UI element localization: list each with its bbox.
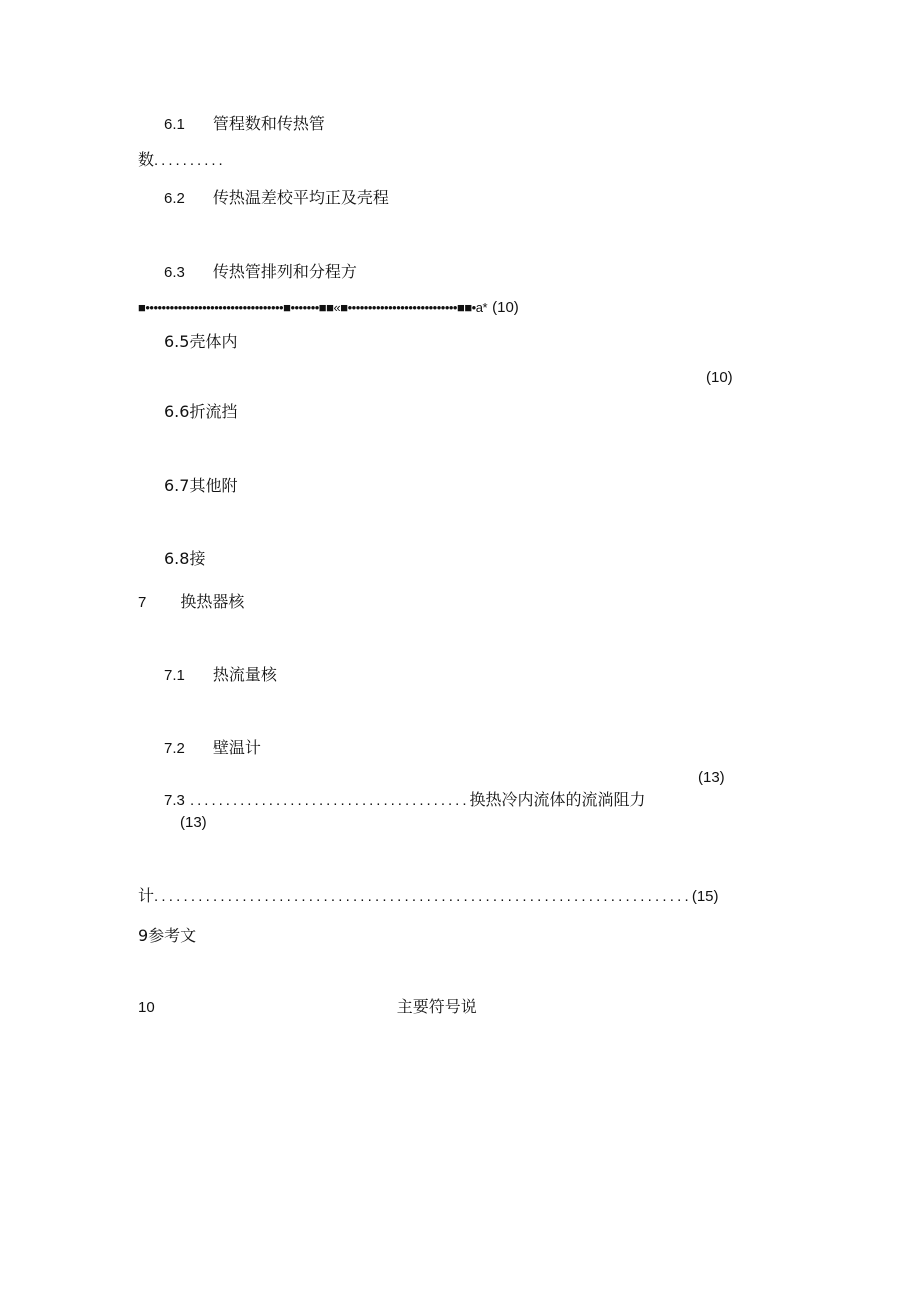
toc-title: 传热温差校平均正及壳程	[212, 188, 389, 207]
toc-entry-6-7	[164, 476, 237, 496]
toc-number: 7.3	[164, 792, 185, 809]
toc-number: 6.2	[164, 190, 185, 207]
toc-entry-6-6	[164, 402, 237, 422]
toc-title: 主要符号说	[396, 997, 477, 1016]
toc-number: 6.1	[164, 116, 185, 133]
toc-page-number: (10)	[492, 299, 519, 316]
toc-title: 传热管排列和分程方	[212, 262, 357, 281]
toc-page-number: (13)	[180, 814, 207, 831]
toc-title: 9参考文	[138, 926, 197, 945]
toc-title: 换热冷内流体的流淌阻力	[469, 790, 646, 809]
toc-entry-7	[138, 592, 244, 613]
toc-title: 换热器核	[180, 592, 245, 611]
toc-title: 管程数和传热管	[212, 114, 325, 133]
toc-entry-10	[138, 997, 477, 1018]
toc-title: 6.6折流挡	[164, 402, 238, 421]
toc-number: 7.2	[164, 740, 185, 757]
toc-dot-leader: .......................................	[189, 792, 470, 809]
toc-page-number: (15)	[691, 888, 719, 905]
toc-entry-6-2	[164, 188, 389, 209]
toc-title: 6.5壳体内	[164, 332, 238, 351]
toc-dot-leader: .........................................................................	[154, 888, 692, 905]
toc-entry-6-5	[164, 332, 237, 352]
toc-number: 7.1	[164, 667, 185, 684]
toc-title: 壁温计	[212, 738, 261, 757]
toc-title: 热流量核	[212, 665, 277, 684]
toc-entry-6-1-continued	[138, 150, 226, 171]
toc-number: 6.3	[164, 264, 185, 281]
toc-entry-7-2	[164, 738, 261, 759]
toc-entry-6-3	[164, 262, 357, 283]
toc-entry-9	[138, 926, 196, 946]
toc-entry-7-1	[164, 665, 277, 686]
toc-entry-6-8	[164, 549, 205, 569]
toc-dot-leader: ..........	[154, 152, 226, 169]
toc-number: 7	[138, 594, 147, 611]
toc-dot-leader: ■••••••••••••••••••••••••••••••••••■•••••••■■«■•••••••••••••••••••••••••••■■•a*	[138, 300, 488, 315]
toc-entry-6-1	[164, 114, 325, 135]
toc-garbled-leader-line	[138, 297, 519, 318]
toc-number: 10	[138, 999, 155, 1016]
toc-title: 数	[138, 150, 155, 169]
toc-entry-7-3	[164, 790, 646, 811]
toc-page-number: (10)	[706, 369, 733, 386]
toc-title: 6.7其他附	[164, 476, 238, 495]
toc-title: 6.8接	[164, 549, 206, 568]
toc-page-number: (13)	[698, 769, 725, 786]
toc-entry-8-continued	[138, 886, 719, 907]
toc-title: 计	[138, 886, 155, 905]
